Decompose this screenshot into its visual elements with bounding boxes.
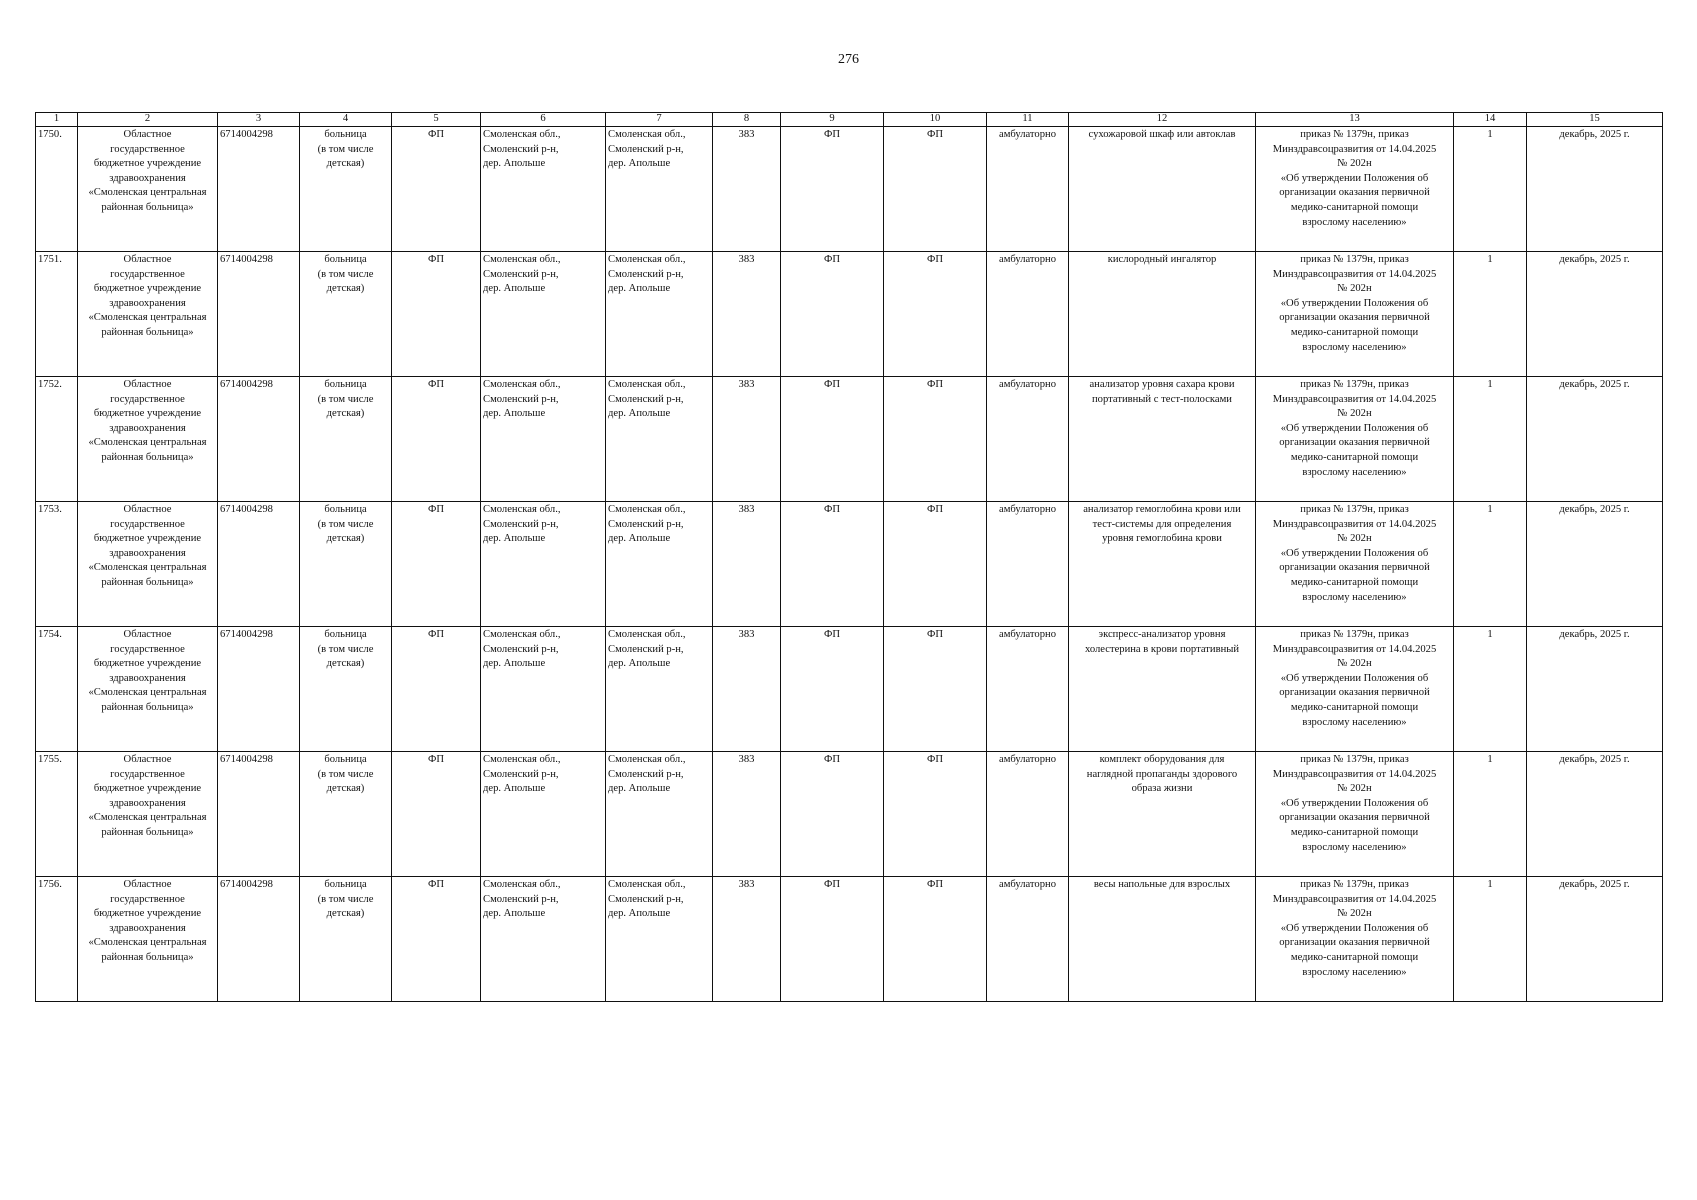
row-number: 1753. — [36, 502, 78, 627]
column-number: 2 — [78, 113, 218, 127]
table-row — [36, 752, 1663, 877]
row-number: 1752. — [36, 377, 78, 502]
deadline-cell: декабрь, 2025 г. — [1527, 377, 1663, 502]
column-number: 7 — [606, 113, 713, 127]
deadline-cell: декабрь, 2025 г. — [1527, 502, 1663, 627]
facility-type: больница (в том числе детская) — [300, 377, 392, 502]
inn-value: 6714004298 — [218, 252, 300, 377]
organization-name: Областное государственное бюджетное учреждение здравоохранения «Смоленская центральная районная больница» — [78, 377, 218, 502]
column-number: 10 — [884, 113, 987, 127]
unit-cell: ФП — [781, 627, 884, 752]
care-form: амбулаторно — [987, 252, 1069, 377]
care-form: амбулаторно — [987, 877, 1069, 1002]
address-cell: Смоленская обл., Смоленский р-н, дер. Апольше — [481, 502, 606, 627]
facility-type: больница (в том числе детская) — [300, 752, 392, 877]
order-reference: приказ № 1379н, приказ Минздравсоцразвития от 14.04.2025 № 202н «Об утверждении Положения об организации оказания первичной медико-санитарной помощи взрослому населению» — [1256, 127, 1454, 252]
facility-type: больница (в том числе детская) — [300, 877, 392, 1002]
deadline-cell: декабрь, 2025 г. — [1527, 877, 1663, 1002]
organization-name: Областное государственное бюджетное учреждение здравоохранения «Смоленская центральная районная больница» — [78, 627, 218, 752]
inn-value: 6714004298 — [218, 752, 300, 877]
code-cell: 383 — [713, 377, 781, 502]
organization-name: Областное государственное бюджетное учреждение здравоохранения «Смоленская центральная районная больница» — [78, 752, 218, 877]
facility-type: больница (в том числе детская) — [300, 252, 392, 377]
code-cell: 383 — [713, 127, 781, 252]
equipment-name: сухожаровой шкаф или автоклав — [1069, 127, 1256, 252]
code-cell: 383 — [713, 877, 781, 1002]
unit-cell: ФП — [884, 627, 987, 752]
column-number: 12 — [1069, 113, 1256, 127]
facility-type: больница (в том числе детская) — [300, 502, 392, 627]
equipment-name: анализатор уровня сахара крови портативный с тест-полосками — [1069, 377, 1256, 502]
address-cell: Смоленская обл., Смоленский р-н, дер. Апольше — [606, 752, 713, 877]
column-number: 8 — [713, 113, 781, 127]
deadline-cell: декабрь, 2025 г. — [1527, 627, 1663, 752]
code-cell: 383 — [713, 252, 781, 377]
column-number: 13 — [1256, 113, 1454, 127]
facility-type: больница (в том числе детская) — [300, 127, 392, 252]
deadline-cell: декабрь, 2025 г. — [1527, 252, 1663, 377]
address-cell: Смоленская обл., Смоленский р-н, дер. Апольше — [481, 627, 606, 752]
inn-value: 6714004298 — [218, 877, 300, 1002]
address-cell: Смоленская обл., Смоленский р-н, дер. Апольше — [606, 627, 713, 752]
row-number: 1756. — [36, 877, 78, 1002]
order-reference: приказ № 1379н, приказ Минздравсоцразвития от 14.04.2025 № 202н «Об утверждении Положения об организации оказания первичной медико-санитарной помощи взрослому населению» — [1256, 627, 1454, 752]
unit-type: ФП — [392, 252, 481, 377]
table-row — [36, 502, 1663, 627]
equipment-name: анализатор гемоглобина крови или тест-системы для определения уровня гемоглобина крови — [1069, 502, 1256, 627]
address-cell: Смоленская обл., Смоленский р-н, дер. Апольше — [606, 252, 713, 377]
unit-type: ФП — [392, 377, 481, 502]
equipment-name: экспресс-анализатор уровня холестерина в крови портативный — [1069, 627, 1256, 752]
table-row — [36, 877, 1663, 1002]
column-number: 14 — [1454, 113, 1527, 127]
address-cell: Смоленская обл., Смоленский р-н, дер. Апольше — [481, 877, 606, 1002]
column-number: 3 — [218, 113, 300, 127]
table-row — [36, 252, 1663, 377]
order-reference: приказ № 1379н, приказ Минздравсоцразвития от 14.04.2025 № 202н «Об утверждении Положения об организации оказания первичной медико-санитарной помощи взрослому населению» — [1256, 377, 1454, 502]
unit-cell: ФП — [781, 377, 884, 502]
unit-type: ФП — [392, 502, 481, 627]
care-form: амбулаторно — [987, 627, 1069, 752]
unit-cell: ФП — [781, 877, 884, 1002]
quantity-cell: 1 — [1454, 377, 1527, 502]
column-number: 15 — [1527, 113, 1663, 127]
address-cell: Смоленская обл., Смоленский р-н, дер. Апольше — [606, 127, 713, 252]
quantity-cell: 1 — [1454, 127, 1527, 252]
code-cell: 383 — [713, 502, 781, 627]
row-number: 1750. — [36, 127, 78, 252]
column-number: 5 — [392, 113, 481, 127]
inn-value: 6714004298 — [218, 627, 300, 752]
unit-cell: ФП — [884, 127, 987, 252]
unit-cell: ФП — [884, 377, 987, 502]
table-body — [36, 127, 1663, 1002]
quantity-cell: 1 — [1454, 502, 1527, 627]
address-cell: Смоленская обл., Смоленский р-н, дер. Апольше — [606, 877, 713, 1002]
care-form: амбулаторно — [987, 502, 1069, 627]
column-number: 11 — [987, 113, 1069, 127]
page-number: 276 — [838, 52, 859, 67]
unit-cell: ФП — [781, 252, 884, 377]
address-cell: Смоленская обл., Смоленский р-н, дер. Апольше — [481, 752, 606, 877]
unit-cell: ФП — [781, 502, 884, 627]
care-form: амбулаторно — [987, 377, 1069, 502]
unit-type: ФП — [392, 752, 481, 877]
equipment-name: весы напольные для взрослых — [1069, 877, 1256, 1002]
quantity-cell: 1 — [1454, 877, 1527, 1002]
unit-cell: ФП — [884, 502, 987, 627]
organization-name: Областное государственное бюджетное учреждение здравоохранения «Смоленская центральная районная больница» — [78, 127, 218, 252]
order-reference: приказ № 1379н, приказ Минздравсоцразвития от 14.04.2025 № 202н «Об утверждении Положения об организации оказания первичной медико-санитарной помощи взрослому населению» — [1256, 252, 1454, 377]
code-cell: 383 — [713, 627, 781, 752]
address-cell: Смоленская обл., Смоленский р-н, дер. Апольше — [481, 377, 606, 502]
row-number: 1754. — [36, 627, 78, 752]
equipment-name: кислородный ингалятор — [1069, 252, 1256, 377]
unit-cell: ФП — [781, 127, 884, 252]
unit-cell: ФП — [884, 252, 987, 377]
address-cell: Смоленская обл., Смоленский р-н, дер. Апольше — [481, 252, 606, 377]
column-number: 9 — [781, 113, 884, 127]
address-cell: Смоленская обл., Смоленский р-н, дер. Апольше — [606, 502, 713, 627]
deadline-cell: декабрь, 2025 г. — [1527, 127, 1663, 252]
deadline-cell: декабрь, 2025 г. — [1527, 752, 1663, 877]
organization-name: Областное государственное бюджетное учреждение здравоохранения «Смоленская центральная районная больница» — [78, 502, 218, 627]
order-reference: приказ № 1379н, приказ Минздравсоцразвития от 14.04.2025 № 202н «Об утверждении Положения об организации оказания первичной медико-санитарной помощи взрослому населению» — [1256, 752, 1454, 877]
row-number: 1755. — [36, 752, 78, 877]
unit-cell: ФП — [884, 877, 987, 1002]
unit-type: ФП — [392, 127, 481, 252]
address-cell: Смоленская обл., Смоленский р-н, дер. Апольше — [481, 127, 606, 252]
organization-name: Областное государственное бюджетное учреждение здравоохранения «Смоленская центральная районная больница» — [78, 877, 218, 1002]
care-form: амбулаторно — [987, 127, 1069, 252]
address-cell: Смоленская обл., Смоленский р-н, дер. Апольше — [606, 377, 713, 502]
quantity-cell: 1 — [1454, 627, 1527, 752]
order-reference: приказ № 1379н, приказ Минздравсоцразвития от 14.04.2025 № 202н «Об утверждении Положения об организации оказания первичной медико-санитарной помощи взрослому населению» — [1256, 877, 1454, 1002]
quantity-cell: 1 — [1454, 252, 1527, 377]
column-number: 4 — [300, 113, 392, 127]
unit-cell: ФП — [781, 752, 884, 877]
quantity-cell: 1 — [1454, 752, 1527, 877]
unit-cell: ФП — [884, 752, 987, 877]
care-form: амбулаторно — [987, 752, 1069, 877]
table-row — [36, 627, 1663, 752]
row-number: 1751. — [36, 252, 78, 377]
inn-value: 6714004298 — [218, 502, 300, 627]
order-reference: приказ № 1379н, приказ Минздравсоцразвития от 14.04.2025 № 202н «Об утверждении Положения об организации оказания первичной медико-санитарной помощи взрослому населению» — [1256, 502, 1454, 627]
facility-type: больница (в том числе детская) — [300, 627, 392, 752]
column-number: 6 — [481, 113, 606, 127]
inn-value: 6714004298 — [218, 127, 300, 252]
equipment-name: комплект оборудования для наглядной пропаганды здорового образа жизни — [1069, 752, 1256, 877]
registry-table — [35, 112, 1663, 1002]
table-row — [36, 127, 1663, 252]
column-number-row — [36, 113, 1663, 127]
unit-type: ФП — [392, 627, 481, 752]
code-cell: 383 — [713, 752, 781, 877]
unit-type: ФП — [392, 877, 481, 1002]
column-number: 1 — [36, 113, 78, 127]
inn-value: 6714004298 — [218, 377, 300, 502]
table-row — [36, 377, 1663, 502]
organization-name: Областное государственное бюджетное учреждение здравоохранения «Смоленская центральная районная больница» — [78, 252, 218, 377]
